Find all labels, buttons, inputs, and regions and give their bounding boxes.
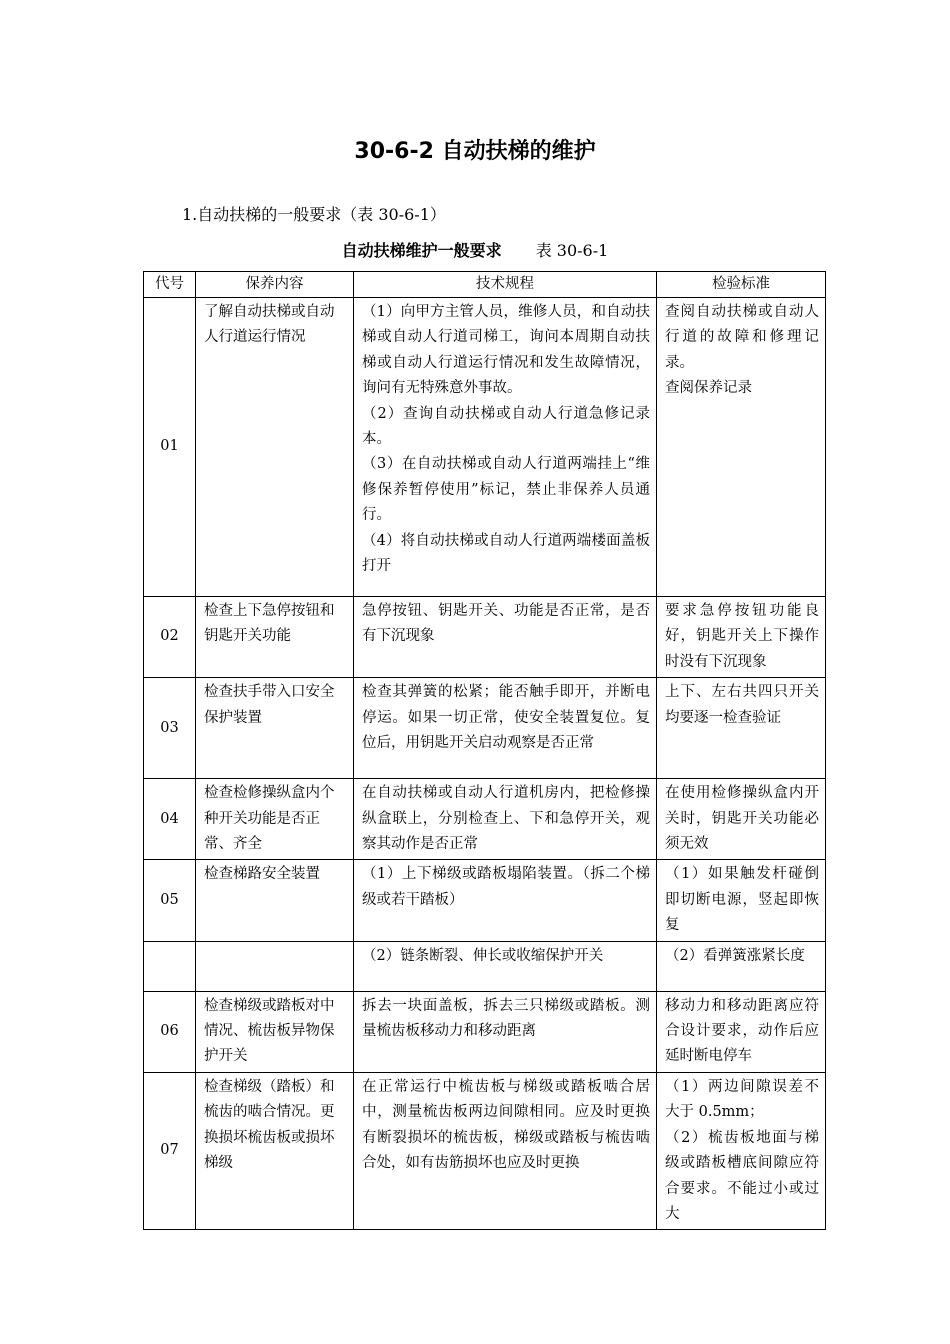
row-standard <box>657 991 826 1072</box>
row-code: 02 <box>144 597 196 678</box>
maintenance-table <box>143 271 826 1230</box>
table-row <box>144 941 826 991</box>
procedure-paragraph: （2）查询自动扶梯或自动人行道急修记录本。 <box>362 405 650 448</box>
row-standard <box>657 941 826 991</box>
table-row <box>144 991 826 1072</box>
procedure-paragraph: 拆去一块面盖板，拆去三只梯级或踏板。测量梳齿板移动力和移动距离 <box>362 997 650 1040</box>
row-content: 检查检修操纵盒内个种开关功能是否正常、齐全 <box>196 779 354 860</box>
row-code: 07 <box>144 1072 196 1229</box>
standard-paragraph: 在使用检修操纵盒内开关时，钥匙开关功能必须无效 <box>665 785 819 853</box>
standard-paragraph: 要求急停按钮功能良好，钥匙开关上下操作时没有下沉现象 <box>665 603 819 670</box>
procedure-paragraph: 急停按钮、钥匙开关、功能是否正常，是否有下沉现象 <box>362 603 650 645</box>
standard-paragraph: 移动力和移动距离应符合设计要求，动作后应延时断电停车 <box>665 997 819 1065</box>
row-code: 03 <box>144 678 196 779</box>
row-standard <box>657 298 826 597</box>
row-standard <box>657 779 826 860</box>
table-row <box>144 860 826 941</box>
table-header-row <box>144 272 826 298</box>
row-standard <box>657 597 826 678</box>
caption-title: 自动扶梯维护一般要求 <box>341 241 502 260</box>
procedure-paragraph: 在正常运行中梳齿板与梯级或踏板啮合居中，测量梳齿板两边间隙相同。应及时更换有断裂损坏的梳齿板，梯级或踏板与梳齿啮合处，如有齿筋损坏也应及时更换 <box>362 1078 650 1172</box>
row-standard <box>657 678 826 779</box>
header-procedure: 技术规程 <box>354 272 657 298</box>
row-procedure <box>354 991 657 1072</box>
table-row <box>144 1072 826 1229</box>
row-procedure <box>354 298 657 597</box>
standard-paragraph: 查阅自动扶梯或自动人行道的故障和修理记录。 <box>665 304 819 371</box>
row-procedure <box>354 860 657 941</box>
procedure-paragraph: （4）将自动扶梯或自动人行道两端楼面盖板打开 <box>362 532 650 575</box>
table-row <box>144 597 826 678</box>
row-content: 检查扶手带入口安全保护装置 <box>196 678 354 779</box>
table-row <box>144 779 826 860</box>
row-procedure <box>354 1072 657 1229</box>
row-standard <box>657 860 826 941</box>
standard-paragraph: 查阅保养记录 <box>665 380 752 397</box>
row-standard <box>657 1072 826 1229</box>
header-code: 代号 <box>144 272 196 298</box>
standard-paragraph: （1）如果触发杆碰倒即切断电源，竖起即恢复 <box>665 866 819 934</box>
row-code: 01 <box>144 298 196 597</box>
row-content: 检查梯路安全装置 <box>196 860 354 941</box>
procedure-paragraph: （1）向甲方主管人员，维修人员，和自动扶梯或自动人行道司梯工，询问本周期自动扶梯或自动人行道运行情况和发生故障情况，询问有无特殊意外事故。 <box>362 304 650 397</box>
page-title: 30-6-2 自动扶梯的维护 <box>354 139 596 164</box>
procedure-paragraph: （3）在自动扶梯或自动人行道两端挂上“维修保养暂停使用”标记，禁止非保养人员通行。 <box>362 456 650 524</box>
row-content <box>196 941 354 991</box>
procedure-paragraph: 检查其弹簧的松紧；能否触手即开，并断电停运。如果一切正常，使安全装置复位。复位后，用钥匙开关启动观察是否正常 <box>362 684 650 752</box>
row-content: 了解自动扶梯或自动人行道运行情况 <box>196 298 354 597</box>
table-row <box>144 678 826 779</box>
row-procedure <box>354 941 657 991</box>
row-procedure <box>354 678 657 779</box>
section-heading: 1.自动扶梯的一般要求（表 30-6-1） <box>182 205 446 224</box>
row-content: 检查梯级或踏板对中情况、梳齿板异物保护开关 <box>196 991 354 1072</box>
row-code: 04 <box>144 779 196 860</box>
row-content: 检查梯级（踏板）和梳齿的啮合情况。更换损坏梳齿板或损坏梯级 <box>196 1072 354 1229</box>
procedure-paragraph: （2）链条断裂、伸长或收缩保护开关 <box>362 947 604 964</box>
procedure-paragraph: 在自动扶梯或自动人行道机房内，把检修操纵盒联上，分别检查上、下和急停开关，观察其动作是否正常 <box>362 785 650 853</box>
row-content: 检查上下急停按钮和钥匙开关功能 <box>196 597 354 678</box>
row-code <box>144 941 196 991</box>
procedure-paragraph: （1）上下梯级或踏板塌陷装置。（拆二个梯级或若干踏板） <box>362 866 650 908</box>
standard-paragraph: （2）梳齿板地面与梯级或踏板槽底间隙应符合要求。不能过小或过大 <box>665 1129 819 1222</box>
standard-paragraph: 上下、左右共四只开关均要逐一检查验证 <box>665 684 819 726</box>
caption-table-number: 表 30-6-1 <box>535 241 609 260</box>
header-content: 保养内容 <box>196 272 354 298</box>
header-standard: 检验标准 <box>657 272 826 298</box>
row-code: 06 <box>144 991 196 1072</box>
standard-paragraph: （1）两边间隙误差不大于 0.5mm； <box>665 1078 819 1121</box>
standard-paragraph: （2）看弹簧涨紧长度 <box>665 947 805 964</box>
row-procedure <box>354 597 657 678</box>
row-procedure <box>354 779 657 860</box>
row-code: 05 <box>144 860 196 941</box>
table-row <box>144 298 826 597</box>
table-caption <box>0 238 950 261</box>
